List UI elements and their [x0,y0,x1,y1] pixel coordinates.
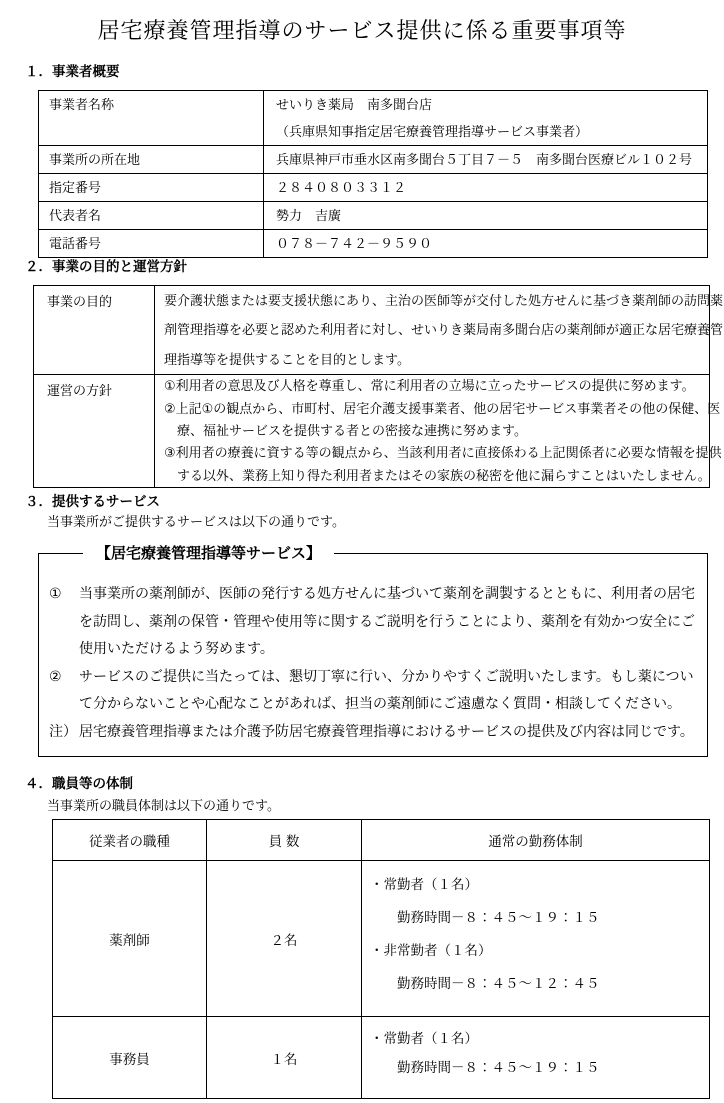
table-row [39,146,708,174]
business-designation: （兵庫県知事指定居宅療養管理指導サービス事業者） [276,124,589,139]
page-title: 居宅療養管理指導のサービス提供に係る重要事項等 [97,18,627,43]
column-header-schedule: 通常の勤務体制 [362,820,710,861]
staff-count: １名 [207,1017,362,1099]
service-item-text: て分からないことや心配なことがあれば、担当の薬剤師にご遠慮なく質問・相談してください。 [79,695,681,711]
service-item-number: ① [49,585,62,601]
representative-name: 勢力 吉廣 [276,208,342,223]
field-label: 事業所の所在地 [39,146,264,174]
service-note-marker: 注） [49,722,77,739]
field-value [264,174,708,202]
service-note [49,718,699,746]
policy-text: する以外、業務上知り得た利用者またはその家族の秘密を他に漏らすことはいたしません。 [164,467,711,483]
service-box [38,545,708,757]
table-row [53,1017,710,1099]
field-label [34,375,155,488]
section4-intro: 当事業所の職員体制は以下の通りです。 [47,798,280,813]
staff-role: 事務員 [53,1017,207,1099]
field-value [155,286,724,375]
staff-role: 薬剤師 [53,861,207,1017]
table-row [39,91,708,146]
policy-label: 運営の方針 [47,383,113,399]
schedule-line: 勤務時間－８：４５～１９：１５ [370,910,600,925]
table-row [39,230,708,258]
schedule-line: 勤務時間－８：４５～１９：１５ [370,1060,600,1075]
staff-count: ２名 [207,861,362,1017]
field-label: 電話番号 [39,230,264,258]
service-item [49,663,699,718]
designation-number: ２８４０８０３３１２ [276,180,407,195]
field-label: 指定番号 [39,174,264,202]
field-value [264,146,708,174]
field-label: 代表者名 [39,202,264,230]
table-row [39,202,708,230]
policy-text: ③利用者の療養に資する等の観点から、当該利用者に直接係わる上記関係者に必要な情報を提供 [164,445,722,461]
table-header-row [53,820,710,861]
service-item-text: を訪問し、薬剤の保管・管理や使用等に関するご説明を行うことにより、薬剤を有効かつ安全にご [79,612,695,629]
service-item-text: サービスのご提供に当たっては、懇切丁寧に行い、分かりやすくご説明いたします。もし薬につい [79,667,694,684]
phone-number: ０７８－７４２－９５９０ [276,236,433,251]
schedule-line: 勤務時間－８：４５～１２：４５ [370,976,600,991]
staff-schedule [362,861,710,1017]
service-item-number: ② [49,667,62,684]
section4-heading: ４．職員等の体制 [25,776,133,791]
policy-text: ①利用者の意思及び人格を尊重し、常に利用者の立場に立ったサービスの提供に努めます。 [164,378,695,394]
policy-text: 療、福祉サービスを提供する者との密接な連携に努めます。 [164,423,527,439]
table-row [34,286,710,375]
service-box-body [39,554,707,745]
schedule-line: ・常勤者（１名） [370,1031,478,1046]
field-label: 事業者名称 [39,91,264,146]
schedule-line: ・非常勤者（１名） [370,943,492,958]
section1-heading: １．事業者概要 [25,64,120,79]
purpose-text: 要介護状態または要支援状態にあり、主治の医師等が交付した処方せんに基づき薬剤師の訪問薬 [164,293,724,308]
field-label [34,286,155,375]
service-box-title: 【居宅療養管理指導等サービス】 [83,542,334,565]
service-item [49,580,699,663]
table-row [34,375,710,488]
service-note-text: 居宅療養管理指導または介護予防居宅療養管理指導におけるサービスの提供及び内容は同じです。 [79,722,694,739]
field-value [264,202,708,230]
purpose-label: 事業の目的 [47,294,113,309]
staff-table [52,819,710,1099]
table-row [53,861,710,1017]
business-address: 兵庫県神戸市垂水区南多聞台５丁目７－５ 南多聞台医療ビル１０２号 [276,152,693,167]
section2-heading: ２．事業の目的と運営方針 [25,259,187,274]
business-overview-table [38,90,708,258]
service-item-text: 当事業所の薬剤師が、医師の発行する処方せんに基づいて薬剤を調製するとともに、利用者の居宅 [79,585,695,601]
schedule-line: ・常勤者（１名） [370,877,478,892]
purpose-text: 理指導等を提供することを目的とします。 [164,351,410,367]
field-value [264,230,708,258]
table-row [39,174,708,202]
purpose-policy-table [33,285,724,488]
purpose-text: 剤管理指導を必要と認めた利用者に対し、せいりき薬局南多聞台店の薬剤師が適正な居宅療養管 [164,322,724,338]
column-header-count: 員 数 [207,820,362,861]
staff-schedule [362,1017,710,1099]
field-value [155,375,722,488]
section3-heading: ３．提供するサービス [25,494,160,509]
business-name: せいりき薬局 南多聞台店 [276,97,433,112]
column-header-role: 従業者の職種 [53,820,207,861]
service-item-text: 使用いただけるよう努めます。 [79,640,274,656]
field-value [264,91,708,146]
policy-text: ②上記①の観点から、市町村、居宅介護支援事業者、他の居宅サービス事業者その他の保健、医 [164,400,721,416]
section3-intro: 当事業所がご提供するサービスは以下の通りです。 [47,514,345,529]
